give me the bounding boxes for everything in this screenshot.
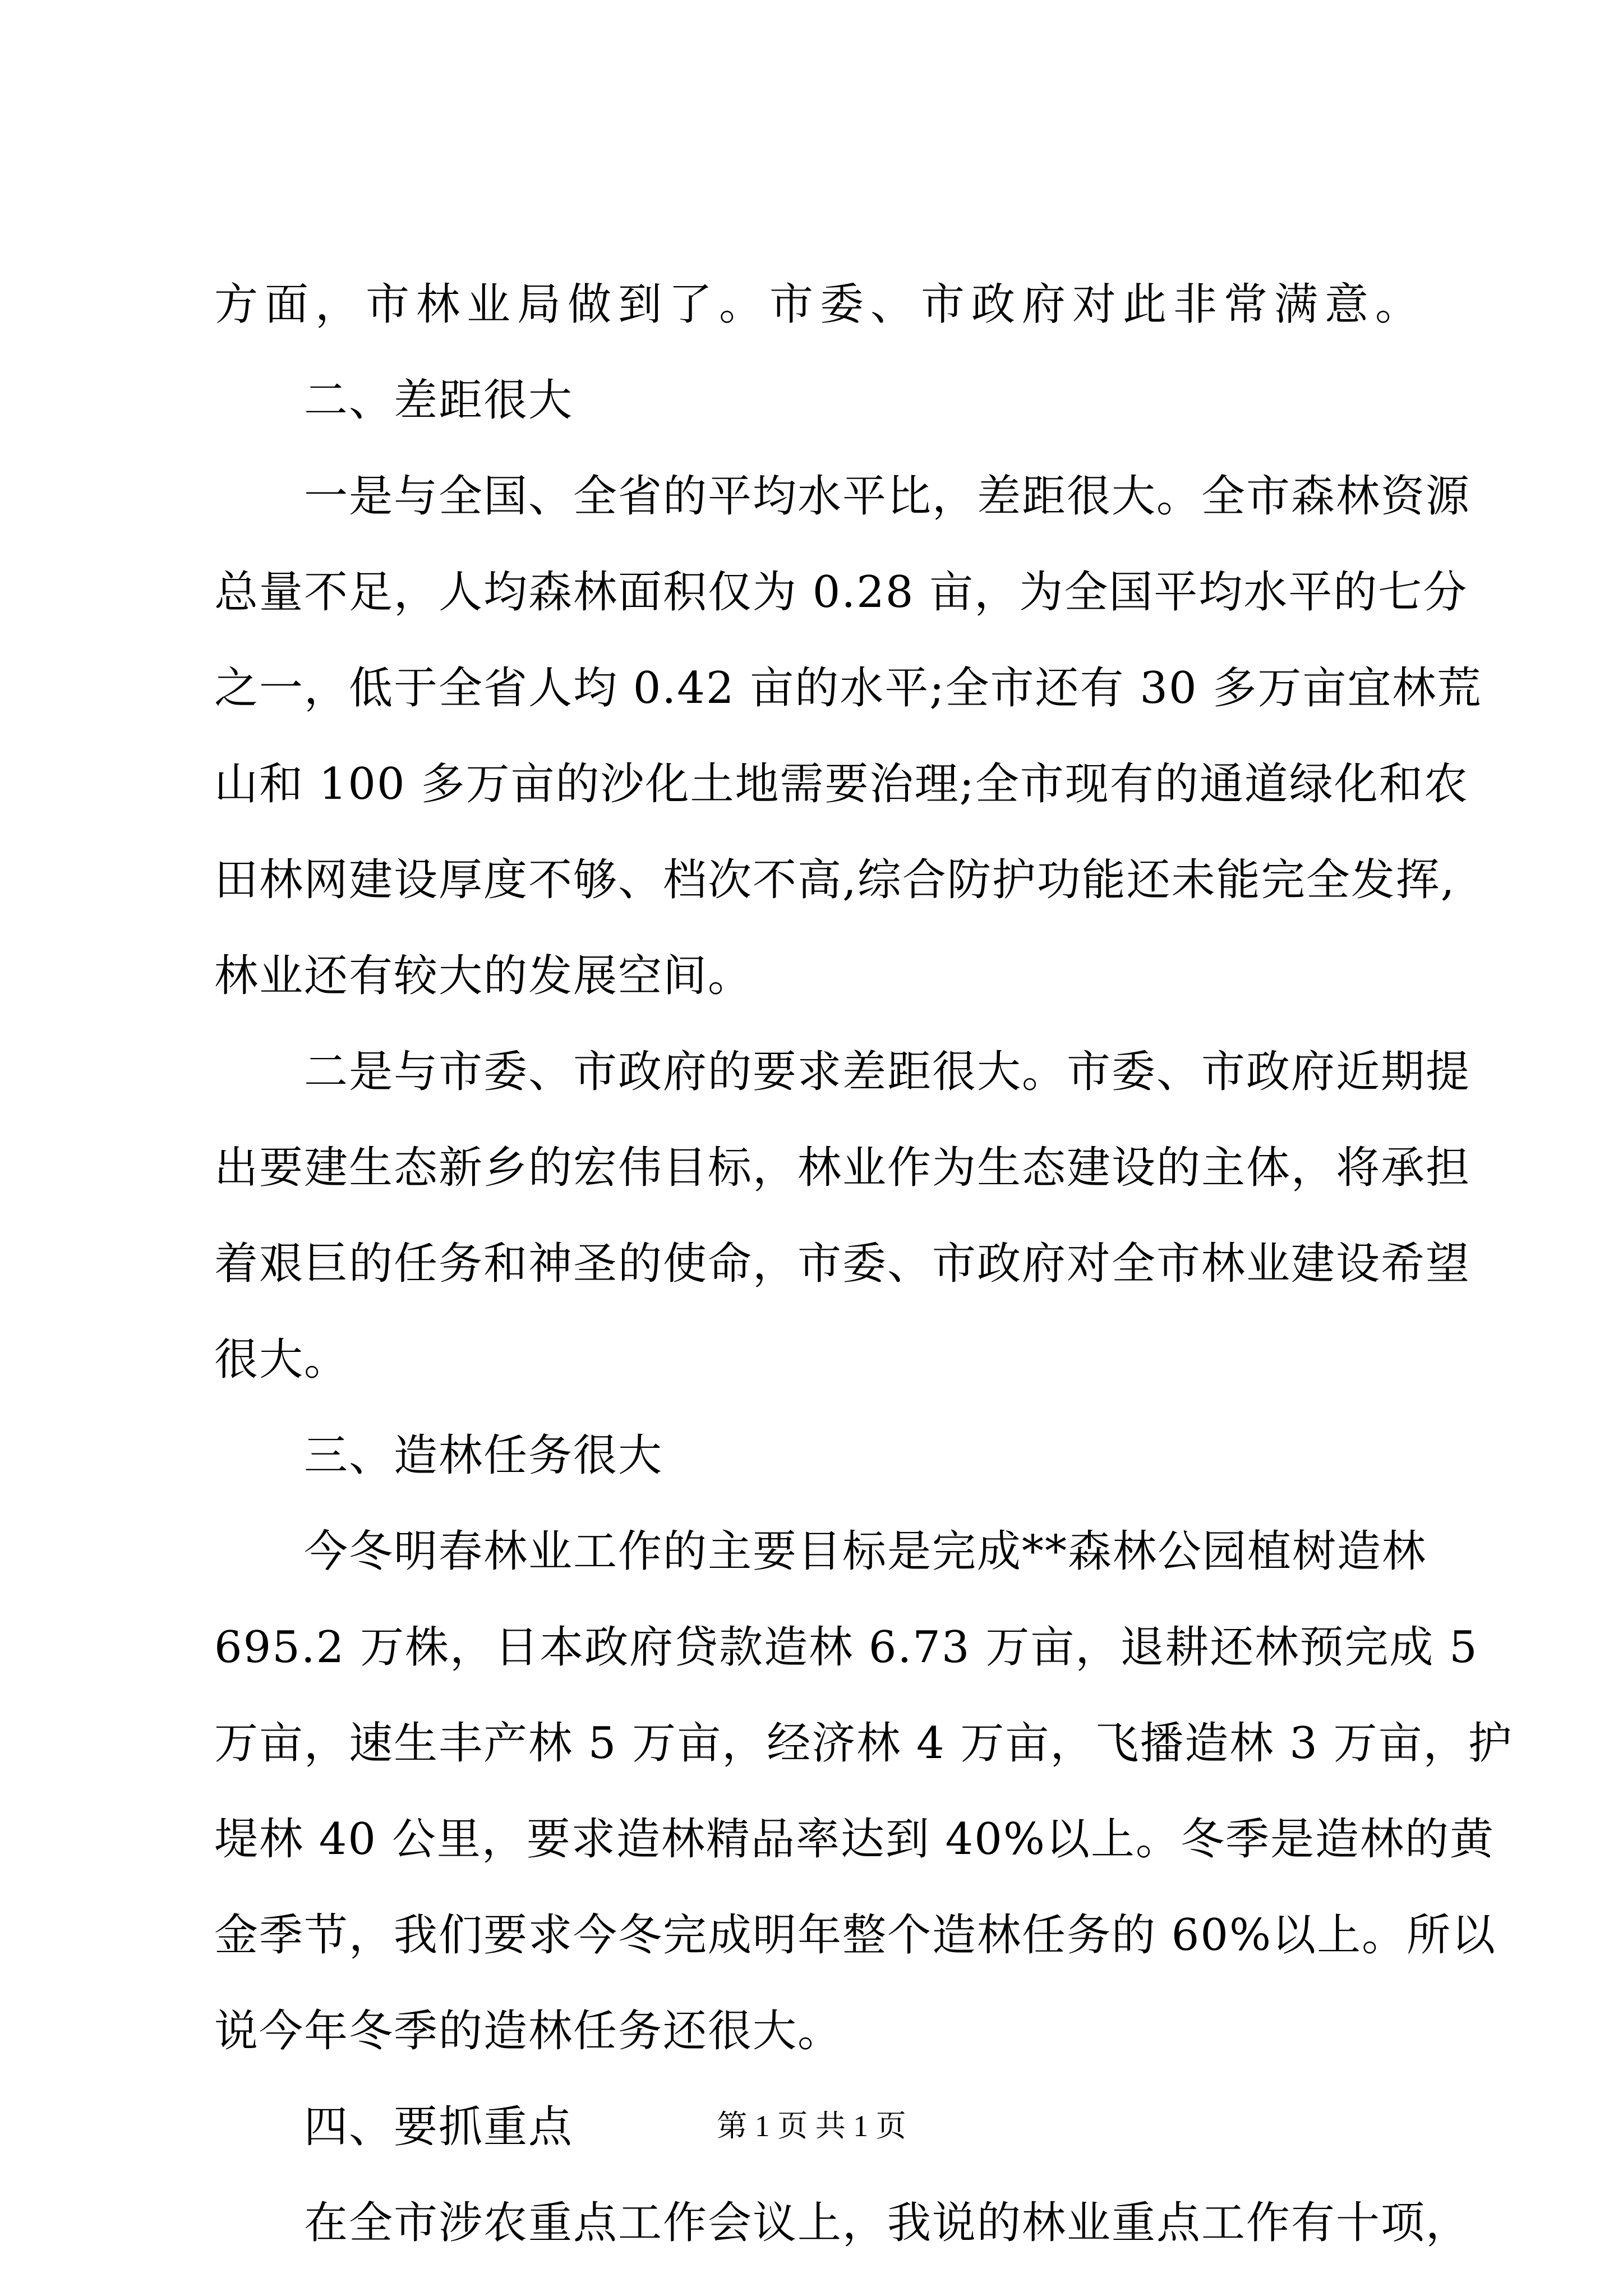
section-heading: 三、造林任务很大 xyxy=(304,1430,663,1481)
paragraph-line: 二是与市委、市政府的要求差距很大。市委、市政府近期提 xyxy=(304,1047,1471,1097)
paragraph-line: 之一，低于全省人均 0.42 亩的水平;全市还有 30 多万亩宜林荒 xyxy=(214,663,1482,714)
paragraph-line: 方面，市林业局做到了。市委、市政府对此非常满意。 xyxy=(214,279,1420,330)
page-number-footer: 第 1 页 共 1 页 xyxy=(717,2109,906,2143)
paragraph-line: 堤林 40 公里，要求造林精品率达到 40%以上。冬季是造林的黄 xyxy=(214,1814,1495,1865)
paragraph-line: 今冬明春林业工作的主要目标是完成**森林公园植树造林 xyxy=(304,1526,1427,1577)
paragraph-line: 林业还有较大的发展空间。 xyxy=(214,951,753,1001)
document-body xyxy=(214,257,1513,2271)
paragraph-line: 在全市涉农重点工作会议上，我说的林业重点工作有十项， xyxy=(304,2198,1471,2248)
paragraph-line: 总量不足，人均森林面积仅为 0.28 亩，为全国平均水平的七分 xyxy=(214,567,1468,618)
paragraph-line: 金季节，我们要求今冬完成明年整个造林任务的 60%以上。所以 xyxy=(214,1910,1497,1961)
paragraph-line: 一是与全国、全省的平均水平比，差距很大。全市森林资源 xyxy=(304,471,1471,522)
paragraph-line: 万亩，速生丰产林 5 万亩，经济林 4 万亩，飞播造林 3 万亩，护 xyxy=(214,1718,1513,1769)
section-heading: 二、差距很大 xyxy=(304,375,574,426)
section-heading: 四、要抓重点 xyxy=(304,2102,574,2152)
paragraph-line: 很大。 xyxy=(214,1335,349,1385)
paragraph-line: 着艰巨的任务和神圣的使命，市委、市政府对全市林业建设希望 xyxy=(214,1239,1471,1289)
paragraph-line: 田林网建设厚度不够、档次不高,综合防护功能还未能完全发挥, xyxy=(214,855,1456,905)
paragraph-line: 说今年冬季的造林任务还很大。 xyxy=(214,2006,843,2056)
paragraph-line: 山和 100 多万亩的沙化土地需要治理;全市现有的通道绿化和农 xyxy=(214,759,1469,809)
paragraph-line: 出要建生态新乡的宏伟目标，林业作为生态建设的主体，将承担 xyxy=(214,1143,1471,1193)
paragraph-line: 695.2 万株，日本政府贷款造林 6.73 万亩，退耕还林预完成 5 xyxy=(214,1622,1478,1673)
